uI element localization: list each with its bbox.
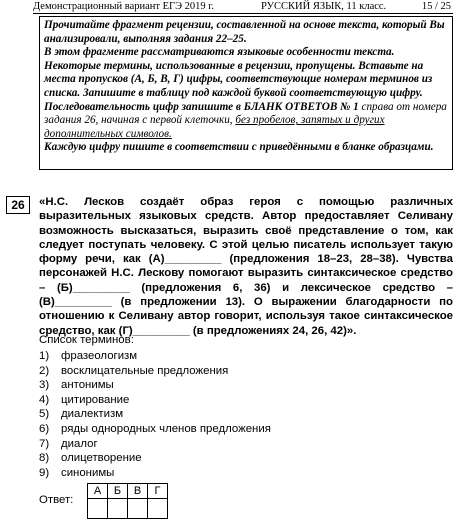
question-number: 26 <box>6 196 30 214</box>
question-paragraph: «Н.С. Лесков создаёт образ героя с помощью различных выразительных языковых средств. Автор предоставляет Селивану возможность высказаться, выразить своё представление о том, как следует поступать человеку. С этой целью писатель использует такую форму речи, как (А)_________ (предложения 18–23, 28–38). Чувства персонажей Н.С. Лескову помогают выразить синтаксическое средство – (Б)_________ (предложения 6, 36) и лексическое средство – (В)_________ (в предложении 13). О выражении благодарности по отношению к Селивану автор говорит, используя такое синтаксическое средство, как (Г)_________ (в предложениях 24, 26, 42)». <box>39 196 453 337</box>
term-label: фразеологизм <box>61 350 138 362</box>
term-label: диалог <box>61 437 98 450</box>
answer-cell-d[interactable] <box>148 499 168 519</box>
header-subject: РУССКИЙ ЯЗЫК, 11 класс. <box>261 1 387 12</box>
instructions-p1: Прочитайте фрагмент рецензии, составленной на основе текста, который Вы анализировали, выполняя задания 22–25. <box>44 19 445 45</box>
term-label: синонимы <box>61 466 115 479</box>
term-number: 8) <box>39 452 50 465</box>
term-item <box>39 349 271 364</box>
header-variant: Демонстрационный вариант ЕГЭ 2019 г. <box>33 1 215 12</box>
instructions-p2: В этом фрагменте рассматриваются языковые особенности текста. Некоторые термины, использованные в рецензии, пропущены. Вставьте на места пропусков (А, Б, В, Г) цифры, соответствующие номерам терминов из списка. Запишите в таблицу под каждой буквой соответствующую цифру. <box>44 46 433 99</box>
answer-column-c: В <box>128 484 148 499</box>
instructions-p3 <box>44 101 448 142</box>
term-label: цитирование <box>61 393 130 406</box>
term-label: диалектизм <box>61 408 124 421</box>
term-item <box>39 378 271 393</box>
term-item <box>39 393 271 408</box>
answer-label: Ответ: <box>39 494 74 506</box>
term-item <box>39 451 271 466</box>
answer-table <box>87 483 168 519</box>
term-number: 9) <box>39 466 50 479</box>
term-label: восклицательные предложения <box>61 364 229 377</box>
instructions-p3-b: БЛАНК ОТВЕТОВ № 1 <box>243 100 359 113</box>
term-item <box>39 364 271 379</box>
term-label: ряды однородных членов предложения <box>61 422 271 435</box>
header-page-number: 15 / 25 <box>421 1 451 12</box>
term-label: олицетворение <box>61 452 142 465</box>
instructions-p4: Каждую цифру пишите в соответствии с приведёнными в бланке образцами. <box>44 141 434 154</box>
terms-list <box>39 349 271 480</box>
term-number: 2) <box>39 364 50 377</box>
term-number: 4) <box>39 393 50 406</box>
instructions-p3-d: без пробелов, запятых и других дополнительных символов. <box>44 114 385 140</box>
terms-title: Список терминов: <box>39 334 134 346</box>
instructions-p3-a: Последовательность цифр запишите в <box>44 100 244 113</box>
term-number: 7) <box>39 437 50 450</box>
answer-cell-c[interactable] <box>128 499 148 519</box>
instructions-p3-c: справа от номера задания 26, начиная с первой клеточки, <box>44 100 447 127</box>
term-number: 3) <box>39 379 50 392</box>
term-number: 6) <box>39 422 50 435</box>
term-item <box>39 437 271 452</box>
term-number: 5) <box>39 408 50 421</box>
instructions-box <box>39 16 453 170</box>
page-header <box>33 0 453 14</box>
term-number: 1) <box>39 350 50 362</box>
term-item <box>39 407 271 422</box>
answer-column-d: Г <box>148 484 168 499</box>
answer-column-a: А <box>88 484 108 499</box>
term-label: антонимы <box>61 379 114 392</box>
answer-cell-b[interactable] <box>108 499 128 519</box>
term-item <box>39 422 271 437</box>
answer-cell-a[interactable] <box>88 499 108 519</box>
answer-column-b: Б <box>108 484 128 499</box>
term-item <box>39 466 271 481</box>
question-text <box>39 195 453 338</box>
